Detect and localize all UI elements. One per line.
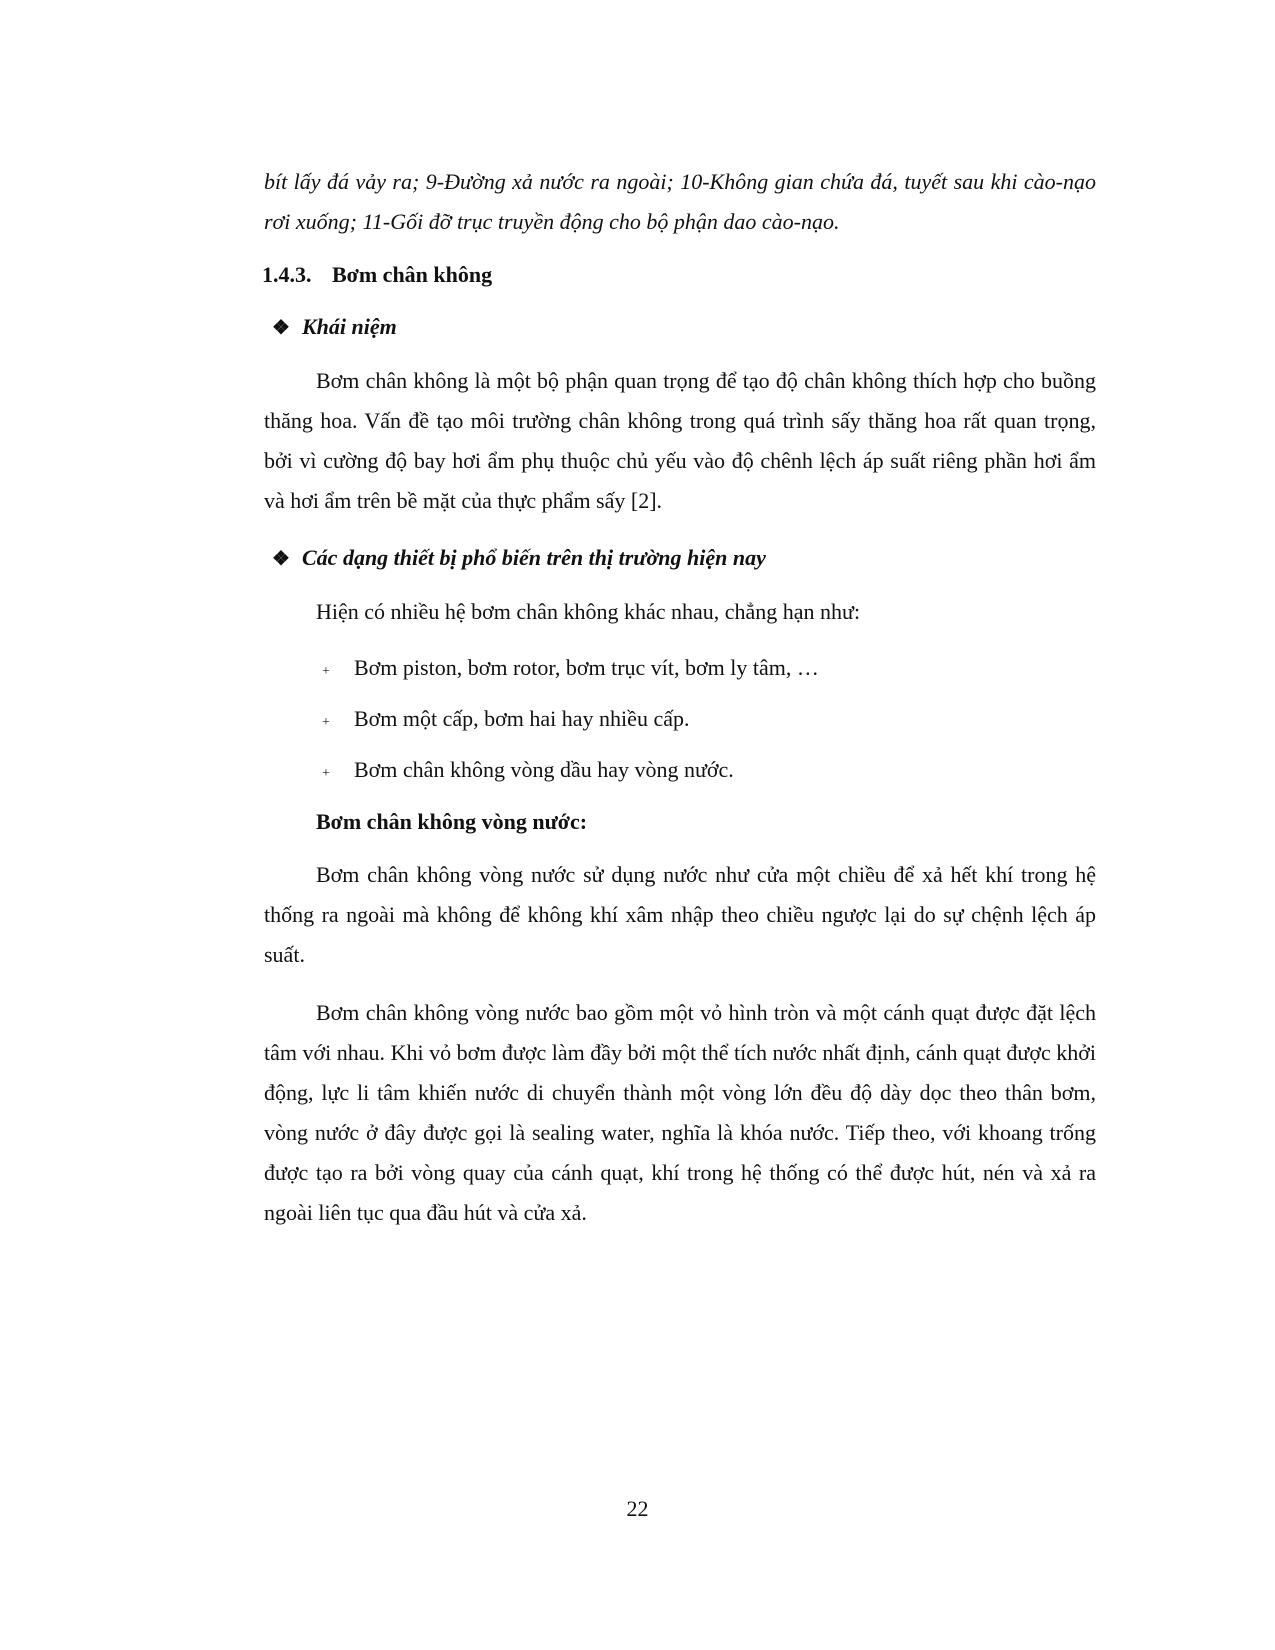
types-heading-text: Các dạng thiết bị phổ biến trên thị trường hiện nay <box>302 545 766 570</box>
types-intro: Hiện có nhiều hệ bơm chân không khác nhau, chẳng hạn như: <box>316 599 861 624</box>
list-item-text: Bơm chân không vòng dầu hay vòng nước. <box>354 757 734 782</box>
diamond-bullet-icon: ❖ <box>272 548 290 570</box>
plus-bullet-icon: + <box>322 715 330 730</box>
list-item-text: Bơm một cấp, bơm hai hay nhiều cấp. <box>354 706 690 731</box>
list-item-text: Bơm piston, bơm rotor, bơm trục vít, bơm ly tâm, … <box>354 655 819 680</box>
concept-paragraph: Bơm chân không là một bộ phận quan trọng để tạo độ chân không thích hợp cho buồng thăng hoa. Vấn đề tạo môi trường chân không trong quá trình sấy thăng hoa rất quan trọng, bởi vì cường độ bay hơi ẩm phụ thuộc chủ yếu vào độ chênh lệch áp suất riêng phần hơi ẩm và hơi ẩm trên bề mặt của thực phẩm sấy [2]. <box>264 368 1096 513</box>
page-content <box>264 162 1096 1233</box>
plus-bullet-icon: + <box>322 664 330 679</box>
diamond-bullet-icon: ❖ <box>272 317 290 339</box>
page-number: 22 <box>626 1496 649 1521</box>
water-ring-heading: Bơm chân không vòng nước: <box>316 809 588 834</box>
list-item <box>264 755 1096 785</box>
section-heading <box>262 260 1096 290</box>
section-title: Bơm chân không <box>332 262 493 287</box>
concept-heading-text: Khái niệm <box>302 314 397 339</box>
types-heading <box>272 543 1096 574</box>
concept-heading <box>272 312 1096 343</box>
water-ring-paragraph-1: Bơm chân không vòng nước sử dụng nước như cửa một chiều để xả hết khí trong hệ thống ra ngoài mà không để không khí xâm nhập theo chiều ngược lại do sự chệnh lệch áp suất. <box>264 862 1096 967</box>
list-item <box>264 653 1096 683</box>
plus-bullet-icon: + <box>322 766 330 781</box>
figure-caption-continuation: bít lấy đá vảy ra; 9-Đường xả nước ra ngoài; 10-Không gian chứa đá, tuyết sau khi cào-nạo rơi xuống; 11-Gối đỡ trục truyền động cho bộ phận dao cào-nạo. <box>264 169 1096 234</box>
pump-types-list <box>264 653 1096 785</box>
section-number: 1.4.3. <box>262 262 312 287</box>
water-ring-paragraph-2: Bơm chân không vòng nước bao gồm một vỏ hình tròn và một cánh quạt được đặt lệch tâm với nhau. Khi vỏ bơm được làm đầy bởi một thể tích nước nhất định, cánh quạt được khởi động, lực li tâm khiến nước di chuyển thành một vòng lớn đều độ dày dọc theo thân bơm, vòng nước ở đây được gọi là sealing water, nghĩa là khóa nước. Tiếp theo, với khoang trống được tạo ra bởi vòng quay của cánh quạt, khí trong hệ thống có thể được hút, nén và xả ra ngoài liên tục qua đầu hút và cửa xả. <box>264 1000 1096 1225</box>
list-item <box>264 704 1096 734</box>
